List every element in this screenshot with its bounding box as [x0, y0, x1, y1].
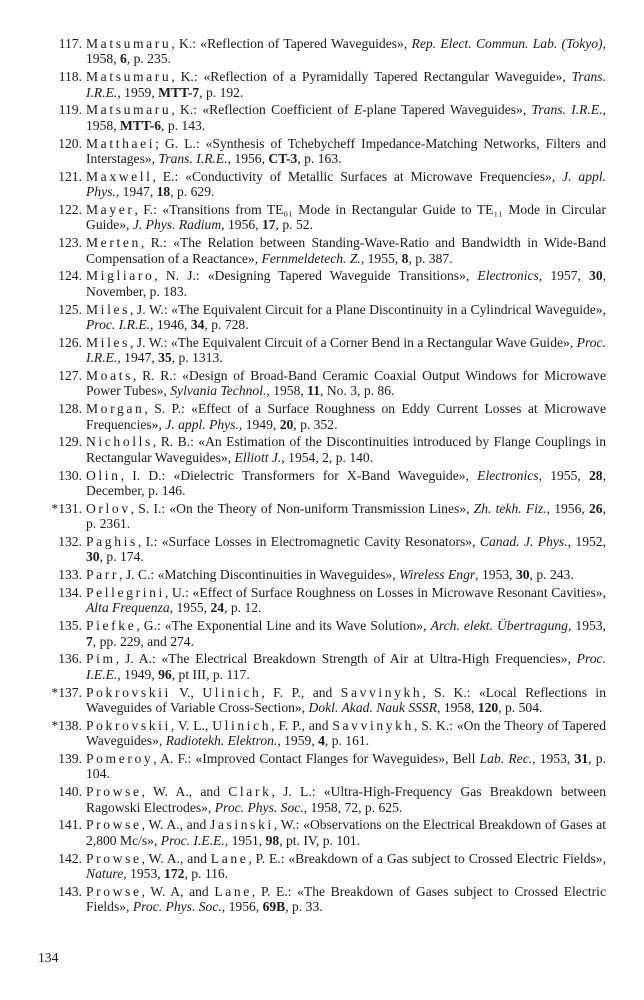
journal-title: Proc. I.R.E.	[86, 317, 151, 333]
reference-text: , S. K.: «On the Theory of Tapered Waveguides»,	[86, 717, 606, 749]
volume-number: 26	[589, 500, 603, 516]
reference-entry	[0, 718, 644, 749]
reference-number: *138.	[51, 717, 82, 733]
reference-text: , pt III, p. 117.	[171, 666, 250, 682]
reference-text: , pt. IV, p. 101.	[279, 832, 361, 848]
reference-entry	[0, 235, 644, 266]
reference-text: , p. 243.	[529, 567, 574, 583]
reference-text: , F. P., and	[261, 684, 341, 700]
reference-text: , p. 33.	[285, 899, 323, 915]
reference-entry	[0, 784, 644, 815]
reference-text: , E.: «Conductivity of Metallic Surfaces at Microwave Frequencies»,	[152, 168, 563, 184]
reference-number: 136.	[58, 651, 82, 667]
volume-number: 120	[477, 700, 499, 716]
reference-text: , 1955,	[360, 250, 402, 266]
reference-list	[0, 36, 644, 917]
reference-text: , 1951,	[224, 832, 266, 848]
author-name: Merten	[86, 235, 141, 251]
reference-text: , 1955,	[538, 467, 589, 483]
reference-text: , pp. 229, and 274.	[92, 633, 194, 649]
reference-text: , 1956,	[546, 500, 589, 516]
reference-entry	[0, 36, 644, 67]
reference-text: , F. P., and	[271, 717, 333, 733]
reference-text: , 1952,	[567, 534, 606, 550]
volume-number: 17	[261, 217, 276, 233]
reference-text: , 1956,	[227, 151, 269, 167]
author-name: Matsumaru	[86, 36, 172, 51]
journal-title: E	[353, 102, 363, 118]
author-name: Matsumaru	[86, 69, 172, 85]
reference-number: 141.	[58, 817, 82, 833]
reference-number: 125.	[58, 301, 82, 317]
reference-text: , W.: «Observations on the Electrical Breakdown of Gases at 2,800 Mc/s»,	[86, 817, 607, 848]
journal-title: Zh. tekh. Fiz.	[473, 500, 547, 516]
reference-text: , 1958,	[86, 102, 606, 133]
reference-text: , 1958,	[86, 36, 606, 67]
reference-text: , S. K.: «Local Reflections in Waveguides of Variable Cross-Section»,	[86, 684, 606, 716]
reference-text: , p. 352.	[293, 416, 338, 432]
author-name: Jasinski	[210, 817, 274, 833]
reference-text: , 1954, 2, p. 140.	[281, 449, 374, 465]
volume-number: 96	[158, 666, 172, 682]
author-name: Pokrovskii	[86, 717, 171, 733]
reference-number: 130.	[58, 467, 82, 483]
journal-title: Trans. I.R.E.	[531, 102, 603, 118]
reference-number: 121.	[58, 168, 82, 184]
reference-text: , J. L.: «Ultra-High-Frequency Gas Breakdown between Ragowski Electrodes»,	[86, 784, 606, 815]
journal-title: Wireless Engr	[399, 567, 476, 583]
reference-number: *137.	[51, 684, 82, 700]
reference-number: 134.	[58, 585, 82, 601]
author-name: Pomeroy	[86, 751, 154, 767]
reference-entry	[0, 585, 644, 616]
journal-title: Lab. Rec.	[479, 751, 533, 767]
reference-text: , K.: «Reflection of a Pyramidally Tapered Rectangular Waveguide»,	[171, 69, 572, 85]
reference-text: , 1949,	[117, 666, 159, 682]
journal-title: Dokl. Akad. Nauk SSSR	[308, 700, 438, 716]
reference-entry	[0, 434, 644, 465]
reference-entry	[0, 102, 644, 133]
reference-text: , J. A.: «The Electrical Breakdown Strength of Air at Ultra-High Frequencies»,	[115, 651, 577, 667]
reference-text: , p. 163.	[297, 151, 342, 167]
author-name: Savvinykh	[340, 684, 423, 700]
volume-number: 35	[158, 350, 172, 366]
volume-number: 11	[307, 383, 321, 399]
reference-text: , p. 161.	[324, 733, 370, 749]
volume-number: 28	[589, 467, 603, 483]
reference-text: , J. W.: «The Equivalent Circuit for a Plane Discontinuity in a Cylindrical Waveguide»,	[129, 301, 606, 317]
reference-entry	[0, 618, 644, 649]
author-name: Orlov	[86, 500, 131, 516]
journal-title: Canad. J. Phys.	[479, 534, 568, 550]
reference-text: , A. F.: «Improved Contact Flanges for Waveguides», Bell	[153, 751, 480, 767]
reference-text: , p. 504.	[498, 700, 543, 716]
journal-title: Alta Frequenza	[86, 600, 170, 616]
journal-title: Rep. Elect. Commun. Lab. (Tokyo)	[411, 36, 603, 51]
journal-title: Trans. I.R.E.	[86, 69, 606, 100]
reference-text: , p. 143.	[161, 117, 206, 133]
reference-text: , 1959,	[117, 84, 159, 100]
reference-text: , 1956,	[221, 899, 263, 915]
volume-number: 30	[515, 567, 530, 583]
reference-text: , G.: «The Exponential Line and its Wave Solution»,	[136, 618, 431, 634]
reference-entry	[0, 169, 644, 200]
volume-number: 18	[156, 184, 171, 200]
reference-number: 119.	[58, 102, 82, 118]
reference-text: , W. A., and	[141, 817, 210, 833]
reference-number: 133.	[58, 567, 82, 583]
volume-number: 6	[119, 51, 127, 67]
author-name: Matthaei	[86, 135, 156, 151]
journal-title: Trans. I.R.E.	[158, 151, 228, 167]
reference-text: , K.: «Reflection of Tapered Waveguides»,	[171, 36, 412, 51]
author-name: Prowse	[86, 850, 142, 866]
reference-number: 129.	[58, 434, 82, 450]
author-name: Miles	[86, 334, 130, 350]
reference-text: , R. B.: «An Estimation of the Discontinuities introduced by Flange Couplings in Rectangular Waveguides»,	[86, 434, 606, 465]
reference-text: , J. W.: «The Equivalent Circuit of a Corner Bend in a Rectangular Wave Guide»,	[129, 334, 577, 350]
reference-text: , S. I.: «On the Theory of Non-uniform Transmission Lines»,	[130, 500, 474, 516]
reference-entry	[0, 884, 644, 915]
author-name: Prowse	[86, 883, 142, 899]
reference-text: , p. 1313.	[171, 350, 223, 366]
author-name: Pim	[86, 651, 116, 667]
volume-number: MTT-7	[158, 84, 200, 100]
reference-entry	[0, 302, 644, 333]
reference-entry	[0, 468, 644, 499]
reference-text: , 1947,	[117, 350, 159, 366]
reference-number: 126.	[58, 334, 82, 350]
reference-text: , 1958,	[437, 700, 478, 716]
reference-text: , I.: «Surface Losses in Electromagnetic Cavity Resonators»,	[137, 534, 480, 550]
author-name: Pokrovskii	[86, 684, 171, 700]
volume-number: 31	[574, 751, 589, 767]
author-name: Savvinykh	[332, 717, 414, 733]
reference-number: 118.	[58, 69, 82, 85]
reference-number: 122.	[58, 202, 82, 218]
journal-title: Elliott J.	[234, 449, 282, 465]
volume-number: 172	[164, 866, 185, 882]
reference-number: 124.	[58, 268, 82, 284]
journal-title: Proc. I.R.E.	[86, 334, 606, 366]
journal-title: Proc. Phys. Soc.	[132, 899, 222, 915]
reference-entry	[0, 534, 644, 565]
journal-title: Electronics	[477, 268, 539, 284]
reference-text: , I. D.: «Dielectric Transformers for X-Band Waveguide»,	[120, 467, 478, 483]
page-number: 134	[38, 950, 59, 965]
reference-entry	[0, 268, 644, 299]
journal-title: Fernmeldetech. Z.	[261, 250, 361, 266]
author-name: Matsumaru	[86, 102, 172, 118]
journal-title: Electronics	[477, 467, 539, 483]
reference-text: , N. J.: «Designing Tapered Waveguide Transitions»,	[154, 268, 478, 284]
reference-text: , p. 116.	[184, 866, 229, 882]
reference-text: , p. 235.	[126, 51, 171, 67]
journal-title: Proc. I.E.E.	[160, 832, 225, 848]
volume-number: 24	[210, 600, 225, 616]
reference-number: 142.	[58, 850, 82, 866]
reference-entry	[0, 567, 644, 582]
reference-text: , p. 728.	[204, 317, 249, 333]
author-name: Prowse	[86, 817, 142, 833]
journal-title: Sylvania Technol.	[170, 383, 267, 399]
reference-text: , 1946,	[150, 317, 191, 333]
reference-text: , V. L.,	[170, 717, 213, 733]
reference-number: 135.	[58, 618, 82, 634]
journal-title: J. appl. Phys.	[86, 168, 606, 200]
author-name: Pellegrini	[86, 585, 165, 601]
reference-text: , 1947,	[115, 184, 157, 200]
author-name: Ulinich	[202, 684, 262, 700]
reference-number: 117.	[58, 36, 82, 51]
reference-text: , J. C.: «Matching Discontinuities in Waveguides»,	[119, 567, 400, 583]
reference-text: , 1956,	[221, 217, 262, 233]
volume-number: 8	[401, 250, 409, 266]
volume-number: 34	[190, 317, 205, 333]
reference-text: , p. 2361.	[86, 500, 606, 532]
author-name: Piefke	[86, 618, 137, 634]
volume-number: MTT-6	[119, 117, 162, 133]
volume-number: 7	[86, 633, 93, 649]
reference-entry	[0, 751, 644, 782]
author-name: Nicholls	[86, 434, 153, 450]
reference-text: , p. 174.	[99, 549, 144, 565]
reference-entry	[0, 335, 644, 366]
reference-number: 132.	[58, 534, 82, 550]
reference-entry	[0, 69, 644, 100]
reference-text: , p. 387.	[408, 250, 453, 266]
reference-text: , W. A., and	[141, 850, 211, 866]
reference-text: , W. A., and	[141, 784, 229, 800]
reference-entry	[0, 817, 644, 848]
reference-text: , 1953,	[123, 866, 165, 882]
author-name: Miles	[86, 301, 130, 317]
reference-number: 120.	[58, 135, 82, 151]
journal-title: J. appl. Phys.	[165, 416, 239, 432]
reference-entry	[0, 368, 644, 399]
reference-text: , 1955,	[169, 600, 211, 616]
reference-text: V.,	[170, 684, 203, 700]
volume-number: 69B	[262, 899, 286, 915]
author-name: Maxwell	[86, 168, 153, 184]
reference-text: , p. 192.	[199, 84, 244, 100]
author-name: Lane	[210, 850, 249, 866]
reference-text: , December, p. 146.	[86, 467, 606, 499]
reference-entry	[0, 851, 644, 882]
reference-text: , 1958,	[266, 383, 308, 399]
volume-number: 30	[86, 549, 100, 565]
reference-entry	[0, 202, 644, 233]
reference-text: , 1949,	[238, 416, 280, 432]
reference-number: 139.	[58, 751, 82, 767]
author-name: Prowse	[86, 784, 142, 800]
author-name: Morgan	[86, 401, 145, 417]
reference-text: , 1953,	[475, 567, 516, 583]
reference-text: , R.: «The Relation between Standing-Wave-Ratio and Bandwidth in Wide-Band Compensation of a Reactance»,	[86, 235, 606, 266]
reference-text: , November, p. 183.	[86, 268, 607, 299]
reference-number: 140.	[58, 784, 82, 800]
reference-number: 143.	[58, 883, 82, 899]
journal-title: J. Phys. Radium	[132, 217, 222, 233]
journal-title: Radiotekh. Elektron.	[165, 733, 278, 749]
reference-text: , 1958, 72, p. 625.	[303, 799, 403, 815]
reference-text: , 1953,	[532, 751, 575, 767]
reference-text: , S. P.: «Effect of a Surface Roughness on Eddy Current Losses at Microwave Frequencies»,	[86, 401, 606, 432]
reference-text: , W. A, and	[141, 883, 215, 899]
reference-text: , No. 3, p. 86.	[320, 383, 395, 399]
author-name: Ulinich	[212, 717, 272, 733]
reference-entry	[0, 651, 644, 682]
reference-entry	[0, 401, 644, 432]
journal-title: Proc. Phys. Soc.	[214, 799, 304, 815]
author-name: Olin	[86, 467, 121, 483]
reference-text: , 1957,	[538, 268, 590, 284]
reference-entry	[0, 501, 644, 532]
reference-text: , p. 52.	[275, 217, 313, 233]
author-name: Parr	[86, 567, 120, 583]
reference-entry	[0, 685, 644, 716]
reference-text: , 1953,	[567, 618, 606, 634]
volume-number: CT-3	[268, 151, 298, 167]
reference-text: , P. E.: «Breakdown of a Gas subject to Crossed Electric Fields»,	[248, 850, 606, 866]
reference-number: 127.	[58, 368, 82, 384]
reference-text: , p. 12.	[224, 600, 262, 616]
author-name: Paghis	[86, 534, 138, 550]
author-name: Mayer	[86, 202, 135, 218]
author-name: Moats	[86, 368, 133, 384]
reference-text: , P. E.: «The Breakdown of Gases subject to Crossed Electric Fields»,	[86, 883, 606, 915]
volume-number: 98	[265, 832, 280, 848]
reference-text: , F.: «Transitions from TE₀₁ Mode in Rectangular Guide to TE₁₁ Mode in Circular Guide»,	[86, 202, 606, 233]
author-name: Migliaro	[86, 268, 155, 284]
reference-number: *131.	[51, 500, 82, 516]
reference-text: , U.: «Effect of Surface Roughness on Losses in Microwave Resonant Cavities»,	[164, 585, 606, 601]
volume-number: 20	[279, 416, 294, 432]
reference-text: , 1959,	[277, 733, 319, 749]
reference-text: , R. R.: «Design of Broad-Band Ceramic Coaxial Output Windows for Microwave Power Tubes»,	[86, 368, 606, 399]
reference-entry	[0, 136, 644, 167]
journal-title: Arch. elekt. Übertragung	[430, 618, 568, 634]
journal-title: Nature	[86, 866, 124, 882]
volume-number: 4	[318, 733, 325, 749]
reference-text: , p. 104.	[86, 751, 606, 782]
volume-number: 30	[589, 268, 603, 284]
reference-text: , p. 629.	[170, 184, 215, 200]
author-name: Lane	[214, 883, 252, 899]
reference-number: 123.	[58, 235, 82, 251]
reference-number: 128.	[58, 401, 82, 417]
author-name: Clark	[228, 784, 272, 800]
reference-text: -plane Tapered Waveguides»,	[362, 102, 532, 118]
reference-text: , K.: «Reflection Coefficient of	[171, 102, 354, 118]
reference-text: ; G. L.: «Synthesis of Tchebycheff Impedance-Matching Networks, Filters and Interstages»,	[86, 135, 606, 167]
journal-title: Proc. I.E.E.	[86, 651, 606, 682]
